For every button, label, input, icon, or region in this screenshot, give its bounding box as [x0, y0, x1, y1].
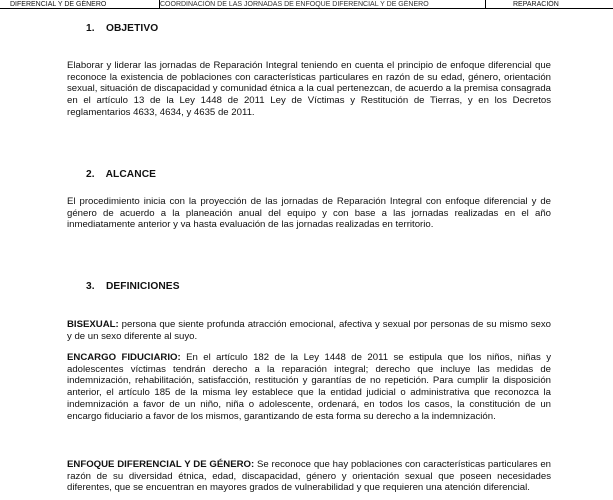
- definition-text: persona que siente profunda atracción emocional, afectiva y sexual por personas de su mismo sexo y de un sexo diferente al suyo.: [67, 319, 551, 342]
- section-title: ALCANCE: [105, 169, 157, 180]
- definition-encargo-fiduciario: [67, 352, 551, 422]
- alcance-paragraph: El procedimiento inicia con la proyección de las jornadas de Reparación Integral con enfoque diferencial y de género de acuerdo a la planeación anual del equipo y con base a las jornadas realizadas en el año inmediatamente anterior y va hasta evaluación de las jornadas realizadas en territorio.: [67, 196, 551, 231]
- document-header-table: [0, 0, 613, 9]
- header-middle-cell: COORDINACIÓN DE LAS JORNADAS DE ENFOQUE DIFERENCIAL Y DE GÉNERO: [160, 0, 486, 8]
- header-right-cell: REPARACIÓN: [513, 1, 559, 8]
- definition-enfoque-diferencial: [67, 459, 551, 494]
- section-number: 1.: [86, 23, 95, 34]
- definition-text: Se reconoce que hay poblaciones con características particulares en razón de su diversidad étnica, edad, discapacidad, género y orientación sexual que poseen necesidades diferentes, que se encuentran en mayores grados de vulnerabilidad y que requieren una atención diferencial.: [67, 459, 551, 494]
- section-title: DEFINICIONES: [105, 281, 180, 292]
- section-number: 2.: [86, 169, 95, 180]
- definition-term: BISEXUAL:: [67, 319, 119, 330]
- section-heading-definiciones: [86, 281, 180, 292]
- definition-text: En el artículo 182 de la Ley 1448 de 2011 se estipula que los niños, niñas y adolescentes víctimas tendrán derecho a la reparación integral; derecho que incluye las medidas de indemnización, rehabilitación, satisfacción, restitución y garantías de no repetición. Para cumplir la disposición anterior, el artículo 185 de la misma ley establece que la entidad judicial o administrativa que reconozca la indemnización a favor de un niño, niña o adolescente, ordenará, en todos los casos, la constitución de un encargo fiduciario a favor de los mismos, garantizando de esta forma su derecho a la indemnización.: [67, 352, 551, 422]
- section-number: 3.: [86, 281, 95, 292]
- section-heading-objetivo: [86, 23, 158, 34]
- section-title: OBJETIVO: [105, 23, 159, 34]
- definition-term: ENFOQUE DIFERENCIAL Y DE GÉNERO:: [67, 459, 255, 470]
- objetivo-paragraph: Elaborar y liderar las jornadas de Reparación Integral teniendo en cuenta el principio de enfoque diferencial que reconoce la existencia de poblaciones con características particulares en razón de su edad, género, orientación sexual, situación de discapacidad y comunidad étnica a la cual pertenezcan, de acuerdo a la premisa consagrada en el artículo 13 de la Ley 1448 de 2011 Ley de Víctimas y Restitución de Tierras, y en los Decretos reglamentarios 4633, 4634, y 4635 de 2011.: [67, 60, 551, 118]
- definition-bisexual: [67, 319, 551, 342]
- header-left-cell: DIFERENCIAL Y DE GÉNERO: [10, 0, 160, 8]
- definition-term: ENCARGO FIDUCIARIO:: [67, 352, 181, 363]
- section-heading-alcance: [86, 169, 156, 180]
